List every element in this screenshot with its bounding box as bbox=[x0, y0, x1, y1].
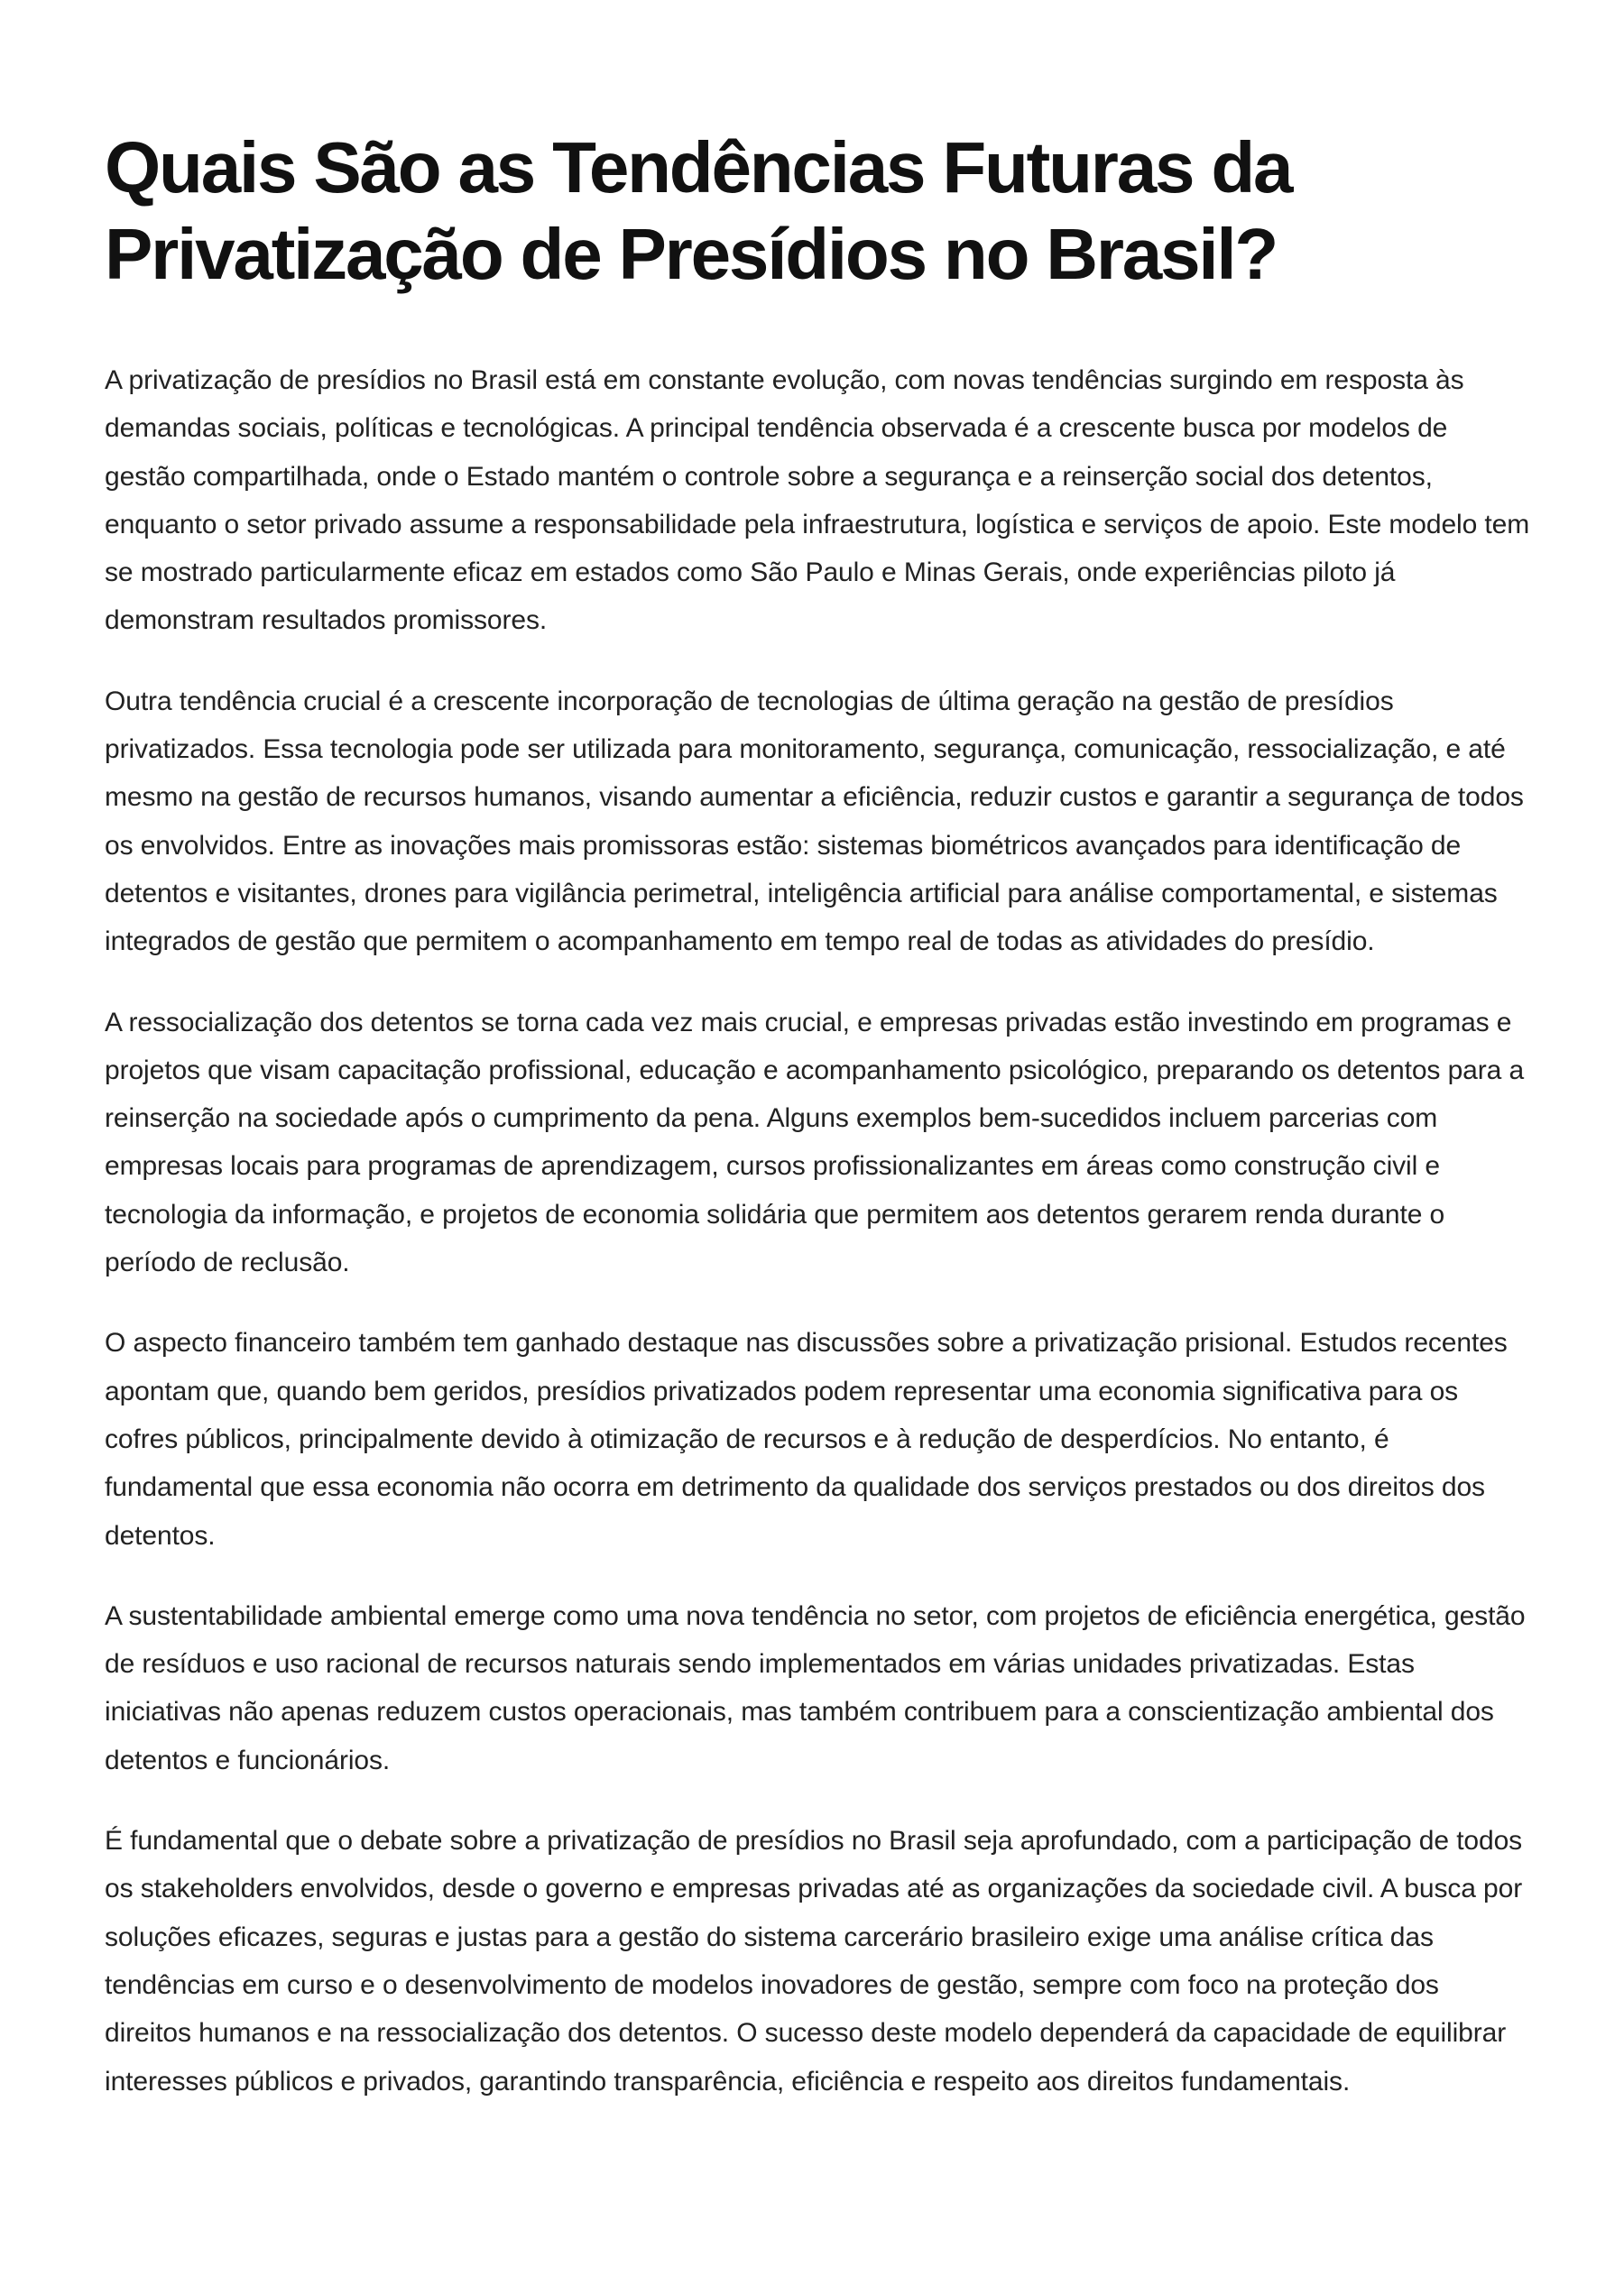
paragraph-1: A privatização de presídios no Brasil está em constante evolução, com novas tendências surgindo em resposta às demandas sociais, políticas e tecnológicas. A principal tendência observada é a crescente busca por modelos de gestão compartilhada, onde o Estado mantém o controle sobre a segurança e a reinserção social dos detentos, enquanto o setor privado assume a responsabilidade pela infraestrutura, logística e serviços de apoio. Este modelo tem se mostrado particularmente eficaz em estados como São Paulo e Minas Gerais, onde experiências piloto já demonstram resultados promissores. bbox=[105, 365, 1530, 636]
paragraph-6: É fundamental que o debate sobre a privatização de presídios no Brasil seja aprofundado, com a participação de todos os stakeholders envolvidos, desde o governo e empresas privadas até as organizações da sociedade civil. A busca por soluções eficazes, seguras e justas para a gestão do sistema carcerário brasileiro exige uma análise crítica das tendências em curso e o desenvolvimento de modelos inovadores de gestão, sempre com foco na proteção dos direitos humanos e na ressocialização dos detentos. O sucesso deste modelo dependerá da capacidade de equilibrar interesses públicos e privados, garantindo transparência, eficiência e respeito aos direitos fundamentais. bbox=[105, 1826, 1523, 2097]
paragraph-2: Outra tendência crucial é a crescente incorporação de tecnologias de última geração na gestão de presídios privatizados. Essa tecnologia pode ser utilizada para monitoramento, segurança, comunicação, ressocialização, e até mesmo na gestão de recursos humanos, visando aumentar a eficiência, reduzir custos e garantir a segurança de todos os envolvidos. Entre as inovações mais promissoras estão: sistemas biométricos avançados para identificação de detentos e visitantes, drones para vigilância perimetral, inteligência artificial para análise comportamental, e sistemas integrados de gestão que permitem o acompanhamento em tempo real de todas as atividades do presídio. bbox=[105, 686, 1524, 957]
article-body bbox=[105, 356, 1530, 2106]
paragraph-5: A sustentabilidade ambiental emerge como uma nova tendência no setor, com projetos de eficiência energética, gestão de resíduos e uso racional de recursos naturais sendo implementados em várias unidades privatizadas. Estas iniciativas não apenas reduzem custos operacionais, mas também contribuem para a conscientização ambiental dos detentos e funcionários. bbox=[105, 1600, 1526, 1775]
page-title: Quais São as Tendências Futuras da Privatização de Presídios no Brasil? bbox=[105, 127, 1292, 294]
paragraph-4: O aspecto financeiro também tem ganhado destaque nas discussões sobre a privatização prisional. Estudos recentes apontam que, quando bem geridos, presídios privatizados podem representar uma economia significativa para os cofres públicos, principalmente devido à otimização de recursos e à redução de desperdícios. No entanto, é fundamental que essa economia não ocorra em detrimento da qualidade dos serviços prestados ou dos direitos dos detentos. bbox=[105, 1328, 1508, 1551]
paragraph-3: A ressocialização dos detentos se torna cada vez mais crucial, e empresas privadas estão investindo em programas e projetos que visam capacitação profissional, educação e acompanhamento psicológico, preparando os detentos para a reinserção na sociedade após o cumprimento da pena. Alguns exemplos bem-sucedidos incluem parcerias com empresas locais para programas de aprendizagem, cursos profissionalizantes em áreas como construção civil e tecnologia da informação, e projetos de economia solidária que permitem aos detentos gerarem renda durante o período de reclusão. bbox=[105, 1007, 1525, 1278]
document-page bbox=[105, 124, 1530, 2138]
